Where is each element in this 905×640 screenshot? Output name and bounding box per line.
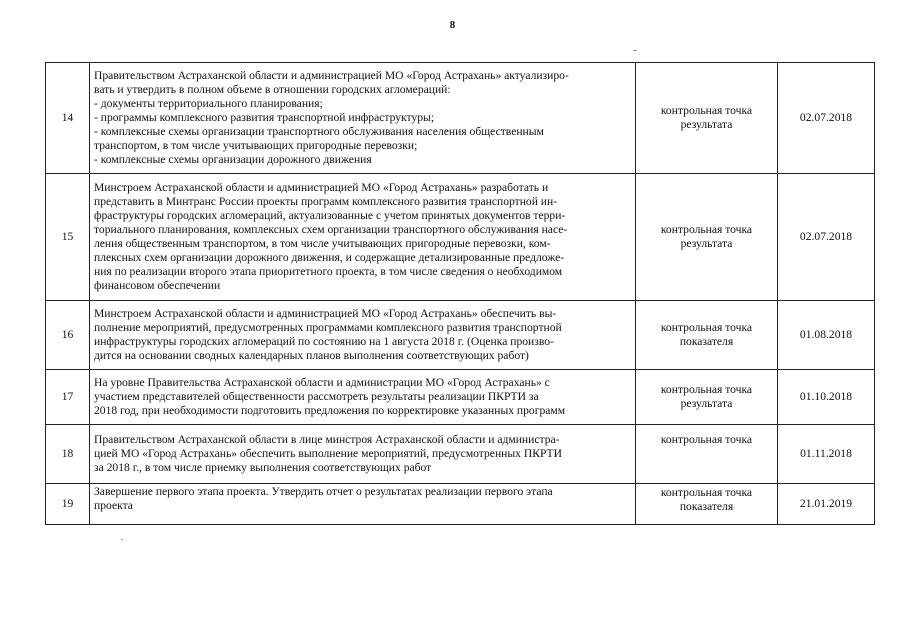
description-line: участием представителей общественности рассмотреть результаты реализации ПКРТИ за (94, 389, 539, 403)
table-row (46, 63, 875, 174)
row-number: 19 (46, 484, 90, 525)
row-milestone-type (636, 63, 778, 174)
milestone-type-line: показателя (679, 335, 734, 348)
milestone-type-line: результата (680, 118, 733, 131)
row-date: 02.07.2018 (778, 174, 875, 301)
milestone-type-line: контрольная точка (660, 486, 753, 499)
milestones-table-body (46, 63, 875, 525)
row-number: 14 (46, 63, 90, 174)
milestone-type-line: контрольная точка (660, 382, 753, 396)
row-number: 16 (46, 301, 90, 370)
description-line: финансовом обеспечении (94, 279, 221, 293)
description-line: ториального планирования, комплексных схем организации транспортного обслуживания насе- (94, 222, 568, 236)
scan-speck (121, 539, 123, 540)
milestone-type-line: результата (680, 397, 733, 410)
row-number: 15 (46, 174, 90, 301)
row-description (90, 370, 636, 425)
milestones-table (45, 62, 875, 525)
scan-speck (633, 50, 637, 51)
description-line: за 2018 г., в том числе приемку выполнения соответствующих работ (94, 461, 432, 475)
description-line: дится на основании сводных календарных планов выполнения соответствующих работ) (94, 349, 529, 363)
description-line: полнение мероприятий, предусмотренных программами комплексного развития транспортной (94, 320, 562, 334)
row-milestone-type (636, 425, 778, 484)
table-row (46, 370, 875, 425)
description-line: Правительством Астраханской области и администрацией МО «Город Астрахань» актуализиро- (94, 68, 569, 82)
row-milestone-type (636, 174, 778, 301)
row-description (90, 425, 636, 484)
description-line: Завершение первого этапа проекта. Утвердить отчет о результатах реализации первого этапа (94, 485, 553, 498)
description-line: - документы территориального планирования; (94, 96, 323, 110)
milestone-type-line: показателя (679, 500, 734, 514)
milestone-type-line: контрольная точка (660, 222, 753, 236)
table-row (46, 484, 875, 525)
description-line: Правительством Астраханской области в лице минстроя Астраханской области и администра- (94, 432, 560, 446)
description-line: плексных схем организации дорожного движения, и содержащие детализированные предложе- (94, 251, 565, 265)
row-date: 21.01.2019 (778, 484, 875, 525)
row-description (90, 484, 636, 525)
row-date: 01.08.2018 (778, 301, 875, 370)
description-line: - комплексные схемы организации транспортного обслуживания населения общественным (94, 125, 544, 139)
row-number: 18 (46, 425, 90, 484)
milestone-type-line: результата (680, 237, 733, 250)
description-line: - программы комплексного развития транспортной инфраструктуры; (94, 110, 435, 124)
description-line: Минстроем Астраханской области и администрацией МО «Город Астрахань» разработать и (94, 180, 549, 194)
description-line: вать и утвердить в полном объеме в отношении городских агломераций: (94, 82, 451, 96)
description-line: фраструктуры городских агломераций, актуализованные с учетом принятых документов терри- (94, 208, 566, 222)
table-row (46, 425, 875, 484)
row-number: 17 (46, 370, 90, 425)
table-row (46, 174, 875, 301)
description-line: инфраструктуры городских агломераций по состоянию на 1 августа 2018 г. (Оценка произво- (94, 335, 554, 348)
description-line: цией МО «Город Астрахань» обеспечить выполнение мероприятий, предусмотренных ПКРТИ (94, 446, 563, 460)
row-date: 02.07.2018 (778, 63, 875, 174)
row-description (90, 301, 636, 370)
row-milestone-type (636, 301, 778, 370)
description-line: Минстроем Астраханской области и администрацией МО «Город Астрахань» обеспечить вы- (94, 306, 557, 320)
row-description (90, 63, 636, 174)
milestone-type-line: контрольная точка (660, 433, 753, 446)
row-date: 01.10.2018 (778, 370, 875, 425)
description-line: представить в Минтранс России проекты программ комплексного развития транспортной ин- (94, 194, 558, 208)
table-row (46, 301, 875, 370)
row-milestone-type (636, 370, 778, 425)
milestone-type-line: контрольная точка (660, 320, 753, 334)
description-line: ния по реализации второго этапа приоритетного проекта, в том числе сведения о необходимом (94, 265, 563, 279)
description-line: транспортом, в том числе учитывающих пригородные перевозки; (94, 139, 418, 153)
description-line: проекта (94, 499, 133, 513)
page-number: 8 (449, 19, 456, 31)
row-date: 01.11.2018 (778, 425, 875, 484)
row-description (90, 174, 636, 301)
description-line: На уровне Правительства Астраханской области и администрации МО «Город Астрахань» с (94, 375, 550, 389)
description-line: - комплексные схемы организации дорожного движения (94, 153, 372, 167)
description-line: ления общественным транспортом, в том числе учитывающих пригородные перевозки, ком- (94, 237, 551, 250)
milestone-type-line: контрольная точка (660, 103, 753, 117)
row-milestone-type (636, 484, 778, 525)
description-line: 2018 год, при необходимости подготовить предложения по корректировке указанных программ (94, 404, 566, 418)
